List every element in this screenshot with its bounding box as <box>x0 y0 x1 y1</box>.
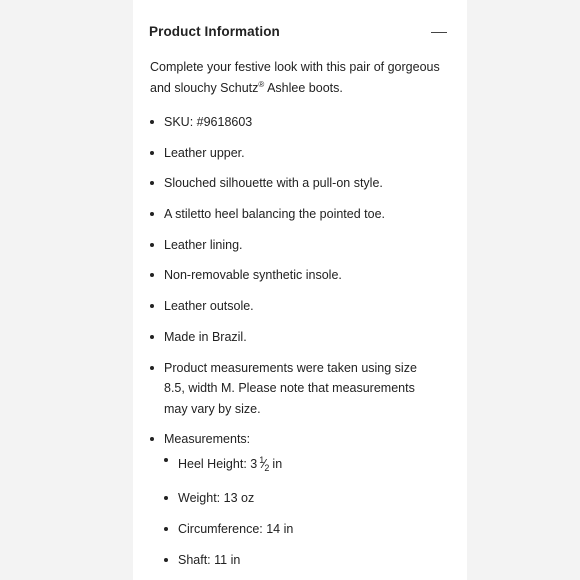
heel-height-unit: in <box>272 456 283 471</box>
product-info-panel <box>133 0 467 580</box>
product-description <box>150 57 440 98</box>
feature-item: A stiletto heel balancing the pointed toe. <box>150 204 450 225</box>
feature-sku: SKU: #9618603 <box>150 112 450 133</box>
fraction-slash: ⁄ <box>263 455 266 471</box>
description-text: Complete your festive look with this pair of gorgeous and slouchy Schutz <box>150 60 440 95</box>
measurement-weight: Weight: 13 oz <box>164 488 450 509</box>
section-title: Product Information <box>149 24 280 39</box>
measurement-heel-height <box>164 450 450 479</box>
collapse-minus-icon[interactable] <box>431 32 447 33</box>
features-list <box>150 112 450 580</box>
measurements-item <box>150 429 450 570</box>
description-text-end: Ashlee boots. <box>264 80 343 95</box>
feature-item: Leather outsole. <box>150 296 450 317</box>
registered-mark: ® <box>258 79 265 89</box>
feature-item: Leather lining. <box>150 235 450 256</box>
measurement-shaft: Shaft: 11 in <box>164 550 450 571</box>
measurements-list <box>164 450 450 571</box>
feature-item: Non-removable synthetic insole. <box>150 265 450 286</box>
measurement-circumference: Circumference: 14 in <box>164 519 450 540</box>
fraction-denominator: 2 <box>264 462 270 473</box>
measurements-label: Measurements: <box>164 432 251 447</box>
accordion-header[interactable] <box>149 24 447 44</box>
feature-item <box>150 358 450 420</box>
heel-height-label: Heel Height: 3 <box>178 456 258 471</box>
feature-item: Slouched silhouette with a pull-on style. <box>150 173 450 194</box>
fraction-numerator: 1 <box>259 454 265 465</box>
feature-item: Leather upper. <box>150 143 450 164</box>
feature-item: Made in Brazil. <box>150 327 450 348</box>
measurement-note: Product measurements were taken using size 8.5, width M. Please note that measurements may vary by size. <box>164 360 417 416</box>
